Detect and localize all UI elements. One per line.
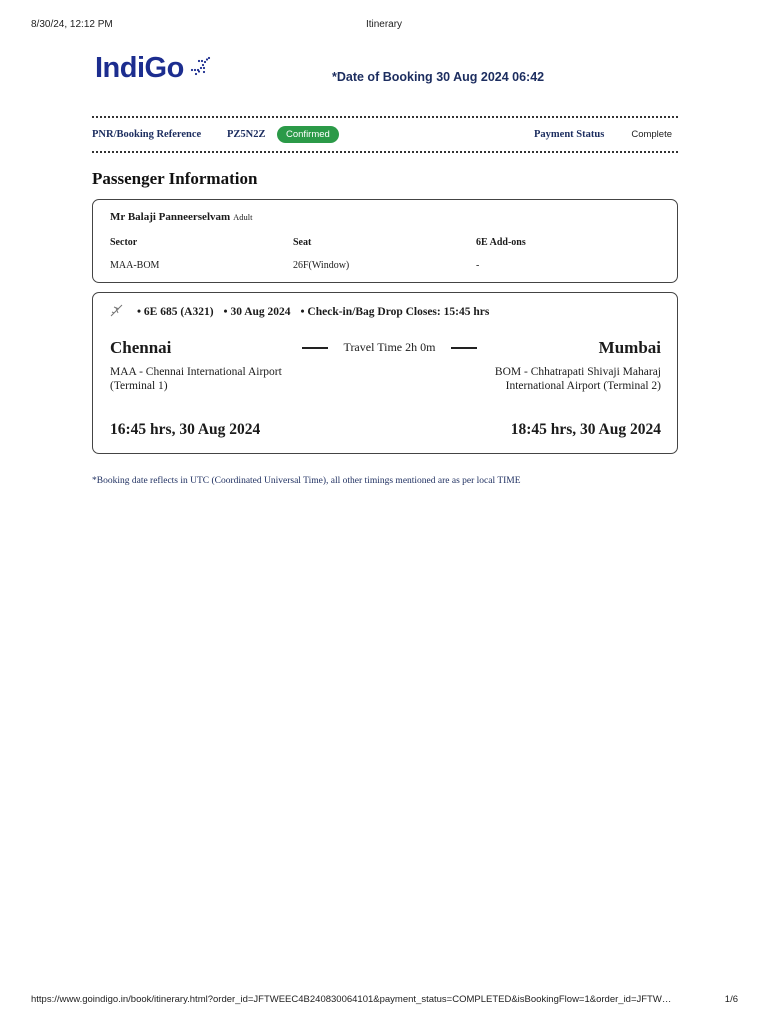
pnr-row [92,125,678,145]
travel-dash-right [451,347,477,349]
flight-date: • 30 Aug 2024 [223,306,291,318]
divider-top [92,116,678,118]
origin-city: Chennai [110,338,172,357]
passenger-name-row [110,211,253,223]
departure-time: 16:45 hrs, 30 Aug 2024 [110,421,261,438]
travel-time-text: Travel Time 2h 0m [343,340,436,354]
checkin-close: • Check-in/Bag Drop Closes: 15:45 hrs [300,306,490,318]
payment-status-label: Payment Status [534,129,605,140]
page-number: 1/6 [724,994,738,1005]
utc-note: *Booking date reflects in UTC (Coordinated Universal Time), all other timings mentioned are as per local TIME [92,476,521,486]
booking-date-label: *Date of Booking [332,70,433,84]
flight-card [92,292,678,454]
pnr-value: PZ5N2Z [227,129,266,140]
travel-dash-left [302,347,328,349]
payment-status-value: Complete [631,129,672,140]
passenger-card [92,199,678,283]
booking-date-value: 30 Aug 2024 06:42 [436,70,545,84]
seat-value: 26F(Window) [293,260,350,271]
flight-number: • 6E 685 (A321) [137,306,214,318]
travel-time [302,340,477,355]
destination-airport-line2: International Airport (Terminal 2) [505,380,661,392]
sector-value: MAA-BOM [110,260,160,271]
print-doc-title: Itinerary [365,19,403,30]
column-header-sector: Sector [110,237,138,248]
print-url: https://www.goindigo.in/book/itinerary.html?order_id=JFTWEEC4B240830064101&payment_status=COMPLETED&isBookingFlow=1&order_id=JFTW… [31,994,672,1005]
plane-icon [110,304,123,320]
pnr-label: PNR/Booking Reference [92,129,202,140]
booking-date [332,70,544,84]
logo-text: IndiGo [95,52,184,84]
status-badge: Confirmed [277,126,339,143]
origin-airport-line2: (Terminal 1) [110,380,168,392]
passenger-name: Mr Balaji Panneerselvam [110,211,231,223]
flight-info-row [110,304,489,320]
column-header-addons: 6E Add-ons [476,237,526,248]
indigo-logo [95,52,214,85]
plane-logo-icon [188,56,214,83]
divider-bottom [92,151,678,153]
arrival-time: 18:45 hrs, 30 Aug 2024 [510,421,661,438]
destination-airport [495,365,661,393]
print-datetime: 8/30/24, 12:12 PM [31,19,113,30]
origin-airport-line1: MAA - Chennai International Airport [110,366,282,378]
column-header-seat: Seat [293,237,312,248]
addons-value: - [476,260,480,271]
section-title: Passenger Information [92,169,258,188]
passenger-type: Adult [233,212,253,222]
destination-airport-line1: BOM - Chhatrapati Shivaji Maharaj [494,366,661,378]
destination-city: Mumbai [598,338,661,357]
origin-airport [110,365,282,393]
